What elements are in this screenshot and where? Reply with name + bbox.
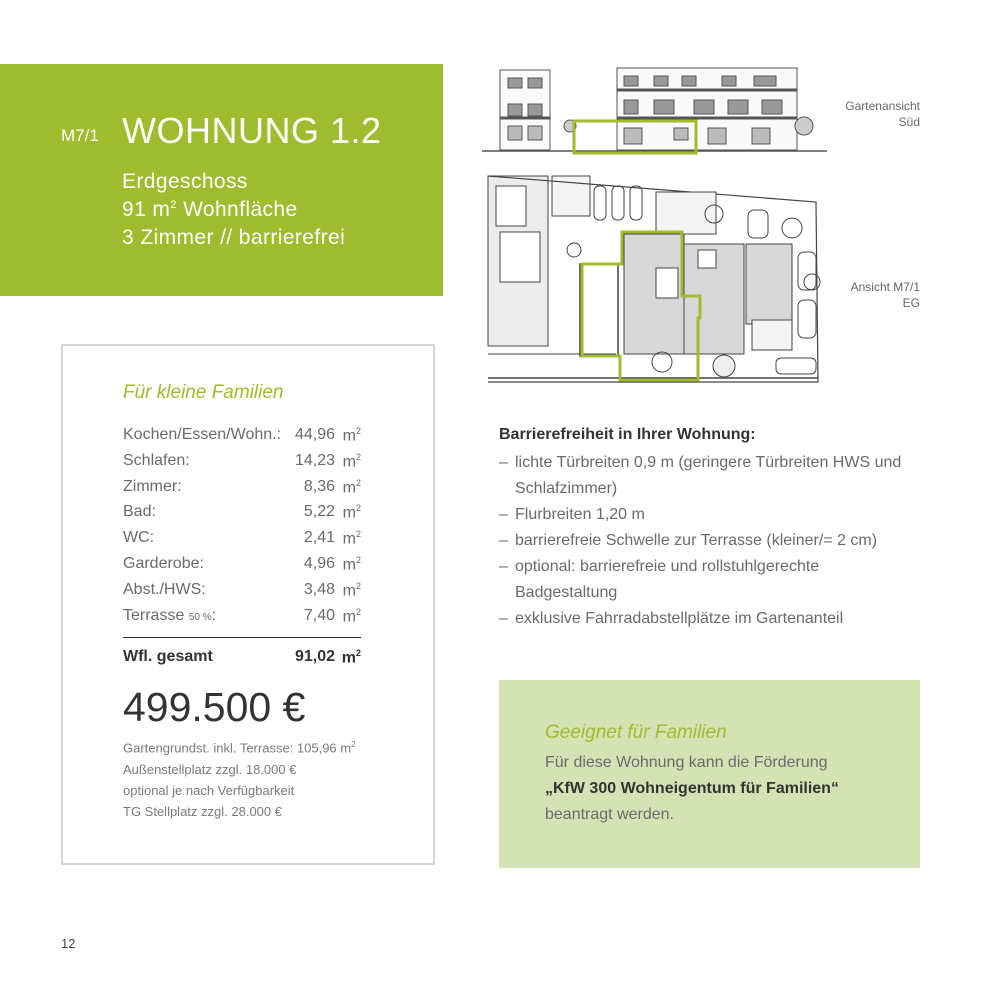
elevation-caption-line1: Gartenansicht xyxy=(845,99,920,113)
plan-caption xyxy=(820,279,920,311)
room-label: Schlafen: xyxy=(123,452,190,469)
floor-plan-drawing xyxy=(486,172,826,384)
floor-label: Erdgeschoss xyxy=(122,170,248,193)
room-row xyxy=(123,529,361,551)
room-row xyxy=(123,478,361,500)
room-label: Bad: xyxy=(123,503,156,520)
table-divider xyxy=(123,637,361,638)
living-area-suffix: Wohnfläche xyxy=(176,198,298,221)
room-label: Abst./HWS: xyxy=(123,581,206,598)
room-value: 5,22 xyxy=(303,503,335,520)
barrier-free-section xyxy=(499,424,939,632)
room-row xyxy=(123,503,361,525)
room-value: 3,48 xyxy=(303,581,335,598)
room-value: 2,41 xyxy=(303,529,335,546)
terrace-note: 50 % xyxy=(188,612,212,623)
list-item: – Flurbreiten 1,20 m xyxy=(499,506,645,523)
rooms-info: 3 Zimmer // barrierefrei xyxy=(122,226,346,249)
note-parking-outdoor: Außenstellplatz zzgl. 18.000 € xyxy=(123,762,297,777)
living-area-prefix: 91 m xyxy=(122,198,171,221)
room-row xyxy=(123,555,361,577)
area-table xyxy=(61,344,435,865)
room-value: 14,23 xyxy=(294,452,335,469)
room-row xyxy=(123,581,361,603)
room-label: Garderobe: xyxy=(123,555,204,572)
room-value: 4,96 xyxy=(303,555,335,572)
room-unit: $m^2$ xyxy=(342,452,361,471)
total-value: 91,02 xyxy=(294,648,335,665)
elevation-caption xyxy=(820,98,920,130)
family-funding-box xyxy=(499,680,920,868)
room-value: 8,36 xyxy=(303,478,335,495)
room-label: WC: xyxy=(123,529,155,546)
plan-caption-line2: EG xyxy=(902,296,920,310)
room-row xyxy=(123,452,361,474)
page-number: 12 xyxy=(61,936,76,951)
room-unit: $m^2$ xyxy=(342,529,361,548)
note-garden: Gartengrundst. inkl. Terrasse: 105,96 $m^2$ xyxy=(123,740,356,756)
room-row xyxy=(123,426,361,448)
list-item: – optional: barrierefreie und rollstuhlgerechte Badgestaltung xyxy=(499,558,820,601)
room-value: 7,40 xyxy=(303,607,335,624)
room-unit: $m^2$ xyxy=(342,478,361,497)
family-funding-line1: Für diese Wohnung kann die Förderung xyxy=(545,754,828,771)
room-unit: $m^2$ xyxy=(342,581,361,600)
elevation-drawing xyxy=(482,64,827,156)
total-label: Wfl. gesamt xyxy=(123,648,213,665)
room-row xyxy=(123,607,361,629)
family-funding-line3: beantragt werden. xyxy=(545,806,674,823)
unit-header xyxy=(0,64,443,296)
plan-caption-line1: Ansicht M7/1 xyxy=(850,280,920,294)
list-item: – exklusive Fahrradabstellplätze im Gartenanteil xyxy=(499,610,844,627)
barrier-free-heading: Barrierefreiheit in Ihrer Wohnung: xyxy=(499,426,756,443)
room-unit: $m^2$ xyxy=(342,555,361,574)
total-row xyxy=(123,648,361,670)
area-table-heading: Für kleine Familien xyxy=(123,382,284,403)
list-item: – barrierefreie Schwelle zur Terrasse (kleiner/= 2 cm) xyxy=(499,532,878,549)
list-item: – lichte Türbreiten 0,9 m (geringere Türbreiten HWS und Schlafzimmer) xyxy=(499,454,902,497)
living-area: 91 $m^2$ Wohnfläche xyxy=(122,198,298,221)
family-funding-program: „KfW 300 Wohneigentum für Familien“ xyxy=(545,780,839,797)
unit-title: WOHNUNG 1.2 xyxy=(122,110,382,151)
room-unit: $m^2$ xyxy=(342,503,361,522)
family-funding-heading: Geeignet für Familien xyxy=(545,722,727,743)
room-value: 44,96 xyxy=(294,426,335,443)
total-unit: $m^2$ xyxy=(341,648,361,667)
room-label: Kochen/Essen/Wohn.: xyxy=(123,426,282,443)
room-unit: $m^2$ xyxy=(342,426,361,445)
note-availability: optional je nach Verfügbarkeit xyxy=(123,783,295,798)
room-label: Zimmer: xyxy=(123,478,182,495)
elevation-caption-line2: Süd xyxy=(898,115,920,129)
room-label: Terrasse 50 %: xyxy=(123,607,217,624)
room-unit: $m^2$ xyxy=(342,607,361,626)
price: 499.500 € xyxy=(123,684,306,730)
unit-code: M7/1 xyxy=(61,126,99,145)
note-parking-garage: TG Stellplatz zzgl. 28.000 € xyxy=(123,804,282,819)
